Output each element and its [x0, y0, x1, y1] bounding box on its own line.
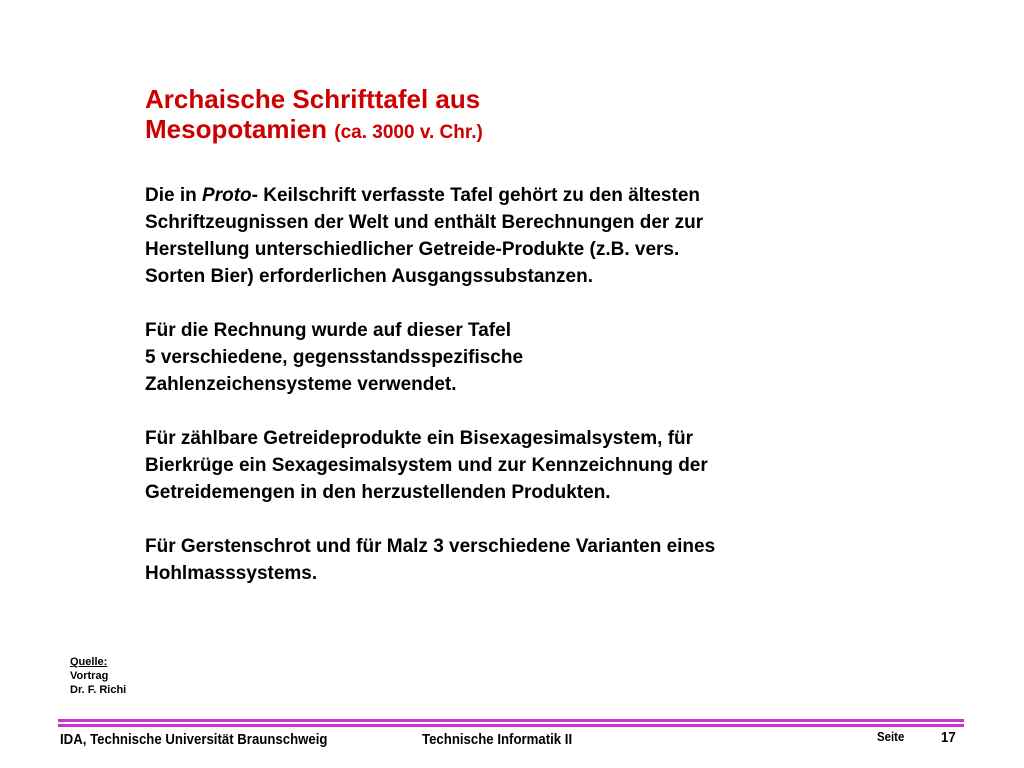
- paragraph-2-line-3: Zahlenzeichensysteme verwendet.: [145, 374, 457, 395]
- title-line-1: Archaische Schrifttafel aus: [145, 84, 481, 114]
- paragraph-2-line-2: 5 verschiedene, gegensstandsspezifische: [145, 347, 524, 368]
- paragraph-1-line-1: [145, 182, 905, 209]
- paragraph-2-line-1: Für die Rechnung wurde auf dieser Tafel: [145, 320, 511, 341]
- paragraph-3-line-1: Für zählbare Getreideprodukte ein Bisexagesimalsystem, für: [145, 428, 694, 449]
- footer-divider-top: [58, 719, 964, 722]
- footer-page-number: 17: [941, 729, 956, 746]
- footer-page-label: Seite: [877, 729, 905, 744]
- paragraph-3-line-2: Bierkrüge ein Sexagesimalsystem und zur Kennzeichnung der: [145, 455, 708, 476]
- paragraph-1-line-3: Herstellung unterschiedlicher Getreide-Produkte (z.B. vers.: [145, 239, 680, 260]
- paragraph-4: [145, 533, 905, 587]
- footer-institution: IDA, Technische Universität Braunschweig: [60, 731, 328, 748]
- title-line-2: Mesopotamien: [145, 114, 328, 144]
- footer-course: Technische Informatik II: [422, 731, 573, 748]
- slide-title: [145, 84, 865, 148]
- paragraph-3-line-3: Getreidemengen in den herzustellenden Produkten.: [145, 482, 611, 503]
- paragraph-1-line-2: Schriftzeugnissen der Welt und enthält Berechnungen der zur: [145, 212, 704, 233]
- source-line-1: Vortrag: [70, 670, 109, 682]
- paragraph-2: [145, 317, 905, 398]
- source-note: [70, 655, 126, 697]
- paragraph-1-line-4: Sorten Bier) erforderlichen Ausgangssubstanzen.: [145, 266, 593, 287]
- slide-body: [145, 182, 905, 614]
- paragraph-1-line-1-post: - Keilschrift verfasste Tafel gehört zu den ältesten: [251, 185, 700, 206]
- paragraph-1-line-1-pre: Die in: [145, 185, 203, 206]
- paragraph-1-line-1-italic: Proto: [202, 185, 252, 206]
- paragraph-1: [145, 182, 905, 290]
- paragraph-3: [145, 425, 905, 506]
- source-line-2: Dr. F. Richi: [70, 684, 127, 696]
- source-label: Quelle:: [70, 656, 108, 668]
- title-date: (ca. 3000 v. Chr.): [334, 122, 483, 143]
- paragraph-4-line-2: Hohlmasssystems.: [145, 563, 318, 584]
- paragraph-4-line-1: Für Gerstenschrot und für Malz 3 verschiedene Varianten eines: [145, 536, 716, 557]
- footer-divider-bottom: [58, 724, 964, 727]
